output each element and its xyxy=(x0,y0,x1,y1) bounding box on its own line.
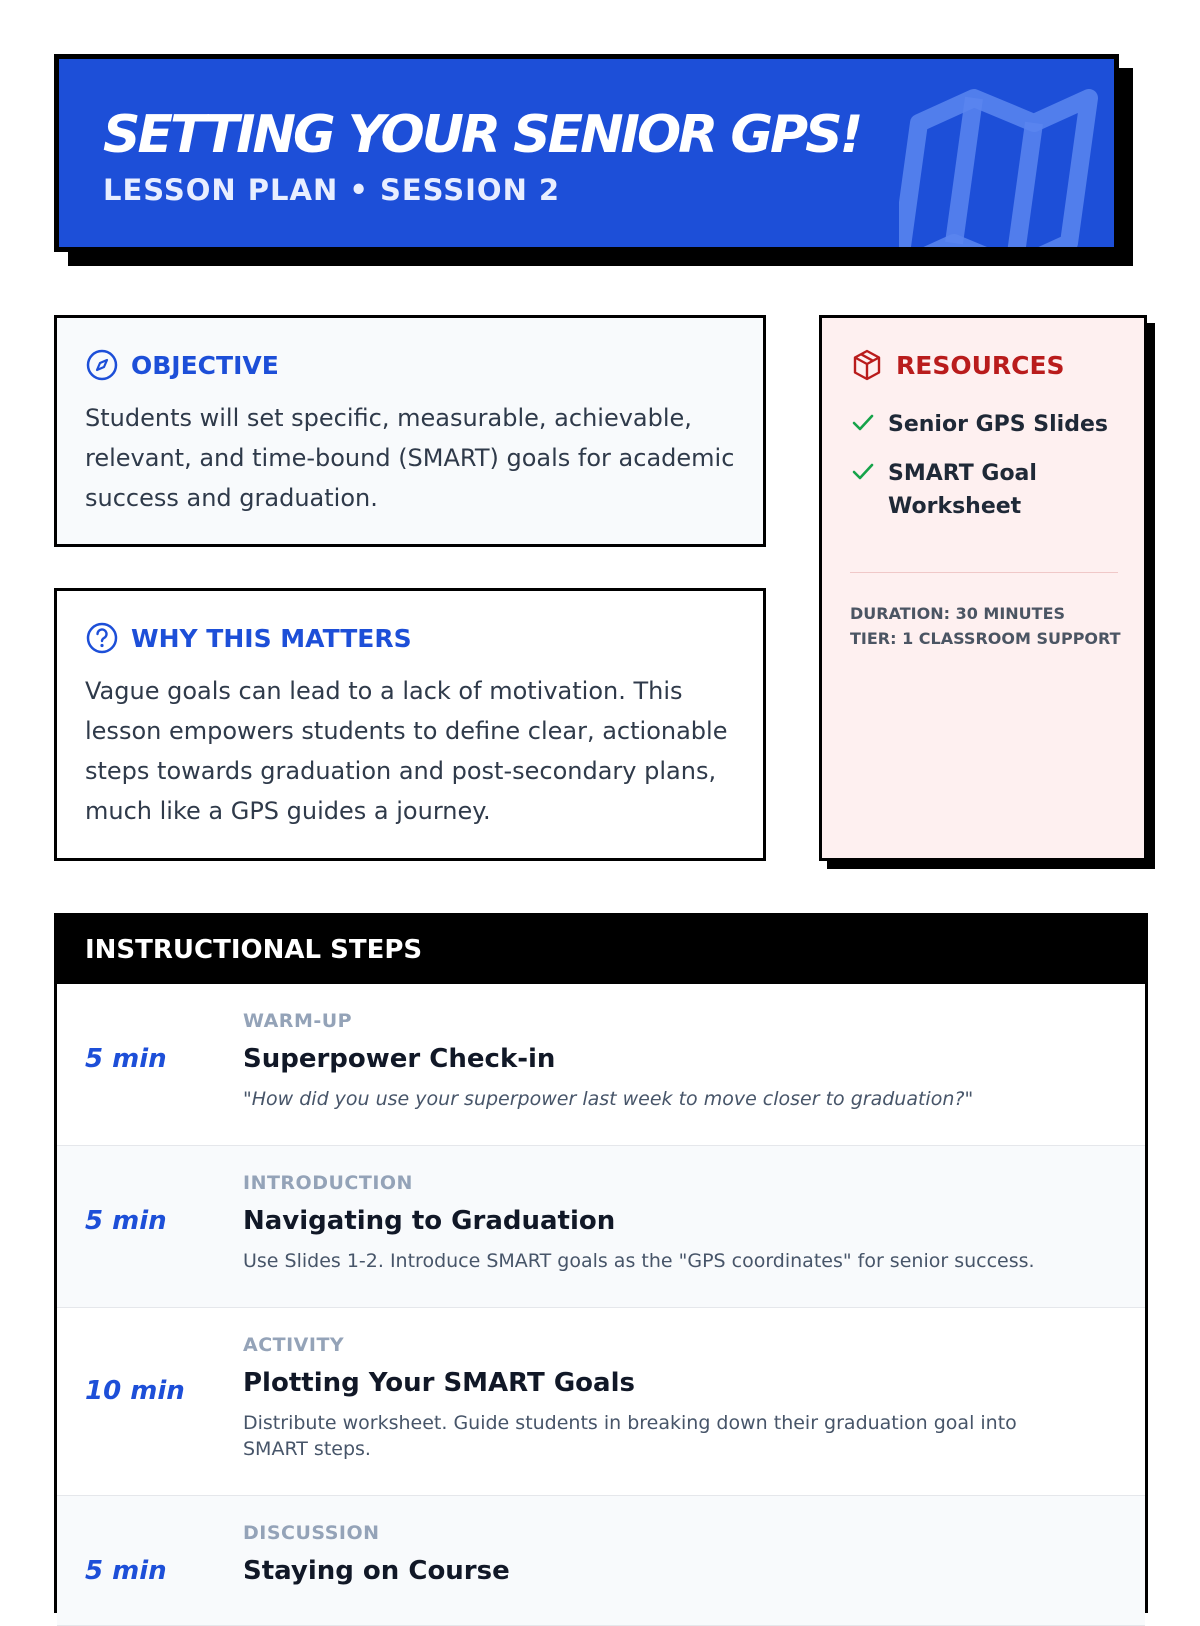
package-icon xyxy=(850,348,884,382)
step-title: Plotting Your SMART Goals xyxy=(243,1368,635,1398)
instructional-steps xyxy=(54,913,1148,1613)
objective-heading xyxy=(85,348,279,382)
resources-card xyxy=(819,315,1147,861)
map-icon xyxy=(899,83,1109,252)
resources-heading-label: RESOURCES xyxy=(896,350,1065,380)
checkmark-icon xyxy=(850,410,876,436)
step-title: Superpower Check-in xyxy=(243,1044,556,1074)
checkmark-icon xyxy=(850,459,876,485)
resource-item xyxy=(850,408,1120,441)
step-description: Distribute worksheet. Guide students in breaking down their graduation goal into SMART steps. xyxy=(243,1412,1017,1460)
step-row xyxy=(57,1146,1145,1308)
page-title: SETTING YOUR SENIOR GPS! xyxy=(103,105,861,165)
objective-text: Students will set specific, measurable, achievable, relevant, and time-bound (SMART) goals for academic success and graduation. xyxy=(85,404,735,512)
step-description: "How did you use your superpower last week to move closer to graduation?" xyxy=(243,1088,974,1110)
page-subtitle: LESSON PLAN • SESSION 2 xyxy=(103,173,561,207)
step-duration: 5 min xyxy=(85,1556,167,1586)
header-banner xyxy=(54,54,1119,252)
step-phase: DISCUSSION xyxy=(243,1522,380,1544)
why-heading-label: WHY THIS MATTERS xyxy=(131,623,412,653)
compass-icon xyxy=(85,348,119,382)
resource-item xyxy=(850,457,1120,523)
objective-card xyxy=(54,315,766,547)
why-heading xyxy=(85,621,412,655)
duration-text: DURATION: 30 MINUTES xyxy=(850,604,1066,623)
step-phase: INTRODUCTION xyxy=(243,1172,413,1194)
step-phase: ACTIVITY xyxy=(243,1334,345,1356)
step-description: Use Slides 1-2. Introduce SMART goals as the "GPS coordinates" for senior success. xyxy=(243,1250,1035,1272)
objective-heading-label: OBJECTIVE xyxy=(131,350,279,380)
step-duration: 5 min xyxy=(85,1206,167,1236)
question-circle-icon xyxy=(85,621,119,655)
why-text: Vague goals can lead to a lack of motivation. This lesson empowers students to define clear, actionable steps towards graduation and post-secondary plans, much like a GPS guides a journey. xyxy=(85,677,728,825)
resource-label: SMART Goal Worksheet xyxy=(888,461,1037,519)
step-row xyxy=(57,1308,1145,1496)
resource-label: Senior GPS Slides xyxy=(888,412,1108,437)
tier-text: TIER: 1 CLASSROOM SUPPORT xyxy=(850,629,1121,648)
step-title: Navigating to Graduation xyxy=(243,1206,616,1236)
why-card xyxy=(54,588,766,861)
resources-heading xyxy=(850,348,1065,382)
step-title: Staying on Course xyxy=(243,1556,510,1586)
step-duration: 5 min xyxy=(85,1044,167,1074)
resources-meta xyxy=(850,601,1121,651)
resources-divider xyxy=(850,572,1118,573)
step-row xyxy=(57,1496,1145,1626)
step-row xyxy=(57,984,1145,1146)
step-phase: WARM-UP xyxy=(243,1010,353,1032)
steps-heading: INSTRUCTIONAL STEPS xyxy=(57,916,1145,984)
step-duration: 10 min xyxy=(85,1376,185,1406)
resources-list xyxy=(850,408,1120,539)
